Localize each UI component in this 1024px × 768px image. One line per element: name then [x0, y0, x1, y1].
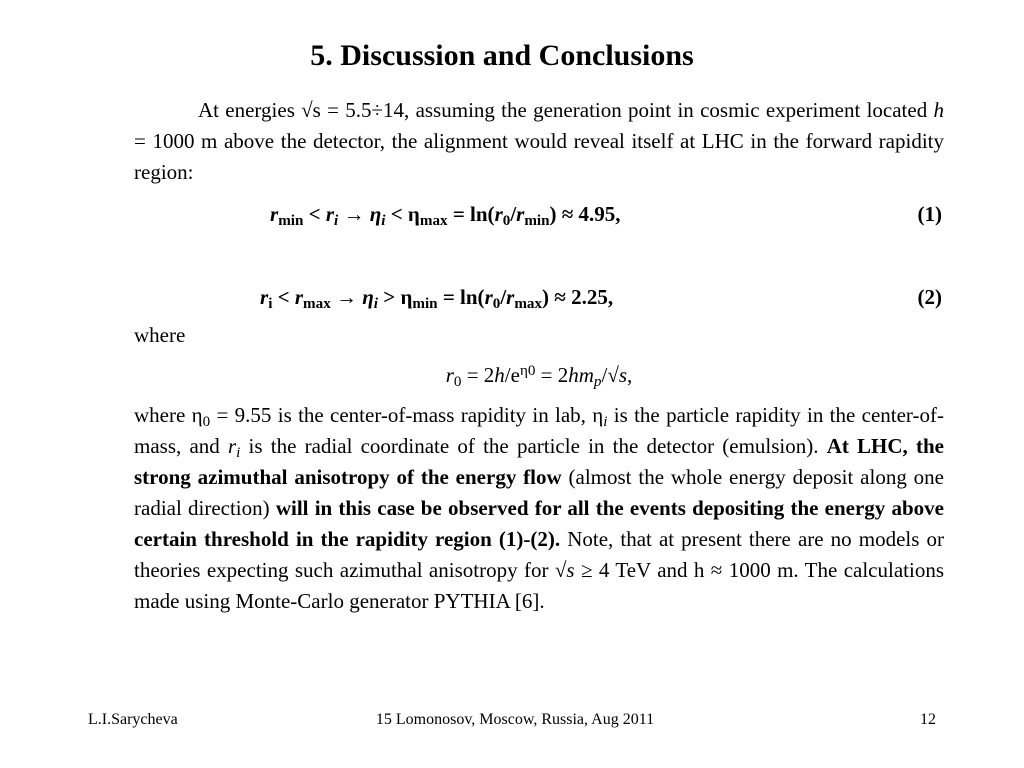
conclusion-highlight-1: At LHC, the strong azimuthal anisotropy of the energy flow	[134, 434, 944, 489]
conclusion-paragraph: where $\eta_0 = 9.55$ is the center-of-mass rapidity in lab, $\eta_i$ is the particle rapidity in the center-of-mass, and $r_i$ is the radial coordinate of the particle in the detector (emulsion). At LHC, the strong azimuthal anisotropy of the energy flow (almost the whole energy deposit along one radial direction) will in this case be observed for all the events depositing the energy above certain threshold in the rapidity region (1)-(2). Note, that at present there are no models or theories expecting such azimuthal anisotropy for √s ≥ 4 TeV and h ≈ 1000 m. The calculations made using Monte-Carlo generator PYTHIA [6].	[134, 403, 945, 613]
equation-2-body: $r_i < r_{max} \to \eta_i > \eta_{min} = \ln(r_0/r_{max}) \approx 2.25$,	[260, 285, 614, 313]
intro-paragraph: At energies √s = 5.5÷14, assuming the generation point in cosmic experiment located h = 1000 m above the detector, the alignment would reveal itself at LHC in the forward rapidity region:	[134, 98, 944, 184]
equation-2	[134, 280, 944, 314]
r0-equation: $r_0 = 2h/e^{\eta 0} = 2hm_p/√s$,	[445, 363, 633, 391]
slide-title: 5. Discussion and Conclusions	[310, 39, 694, 72]
footer-event: 15 Lomonosov, Moscow, Russia, Aug 2011	[375, 711, 655, 728]
conclusion-highlight-2: will in this case be observed for all the events depositing the energy above certain threshold in the rapidity region (1)-(2).	[134, 496, 944, 551]
footer-page-number: 12	[920, 711, 936, 728]
equation-1-body: $r_{min} < r_i \to \eta_i < \eta_{max} = \ln(r_0/r_{min}) \approx 4.95$,	[270, 202, 621, 230]
footer-author: L.I.Sarycheva	[88, 711, 178, 728]
where-label: where	[134, 323, 186, 347]
equation-1	[134, 197, 944, 231]
equation-2-number: (2)	[917, 285, 942, 309]
equation-1-number: (1)	[917, 202, 942, 226]
